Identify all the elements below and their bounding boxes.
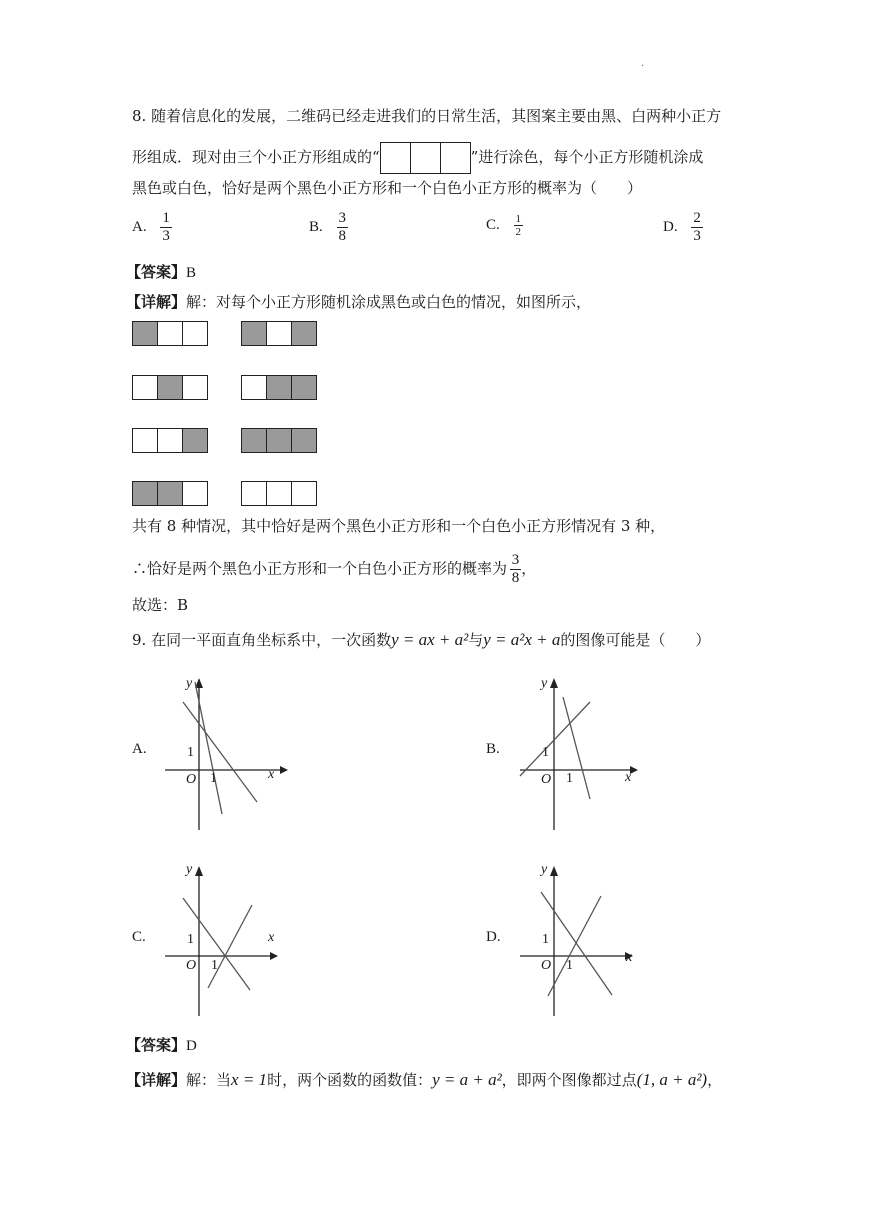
black-square — [183, 429, 207, 452]
q9-graph-b — [510, 672, 645, 832]
origin-label: O — [541, 958, 552, 973]
tick-y-1: 1 — [187, 932, 194, 947]
q9-graph-a-label: A. — [132, 741, 147, 757]
q8-answer — [126, 262, 196, 283]
black-square — [292, 376, 316, 399]
q9-graph-d — [510, 860, 645, 1020]
case-grid — [241, 481, 317, 506]
tick-y-1: 1 — [542, 745, 549, 760]
tick-x-1: 1 — [566, 958, 573, 973]
black-square — [267, 429, 292, 452]
case-grid — [132, 375, 208, 400]
case-grid — [132, 428, 208, 453]
detail-point: (1, a + a²) — [636, 1070, 708, 1089]
q8-line3: 黑色或白色，恰好是两个黑色小正方形和一个白色小正方形的概率为（ ） — [132, 179, 643, 197]
detail-eq2: y = a + a² — [432, 1070, 502, 1089]
q9-detail — [126, 1070, 722, 1090]
frac-den: 8 — [511, 570, 520, 586]
axis-y-label: y — [186, 676, 193, 691]
white-square — [158, 429, 183, 452]
axis-y-label: y — [541, 862, 548, 877]
white-square — [267, 482, 292, 505]
case-grid — [241, 321, 317, 346]
frac-num: 3 — [338, 210, 347, 226]
frac-den: 8 — [338, 228, 347, 244]
q9-graph-a — [155, 672, 290, 832]
q9-prefix: 9. 在同一平面直角坐标系中，一次函数 — [132, 631, 392, 649]
white-square — [133, 429, 158, 452]
q9-graph-c-label: C. — [132, 929, 146, 945]
black-square — [158, 376, 183, 399]
axis-x-label: x — [268, 767, 275, 782]
q9-stem — [132, 630, 710, 650]
white-square — [242, 482, 267, 505]
origin-label: O — [541, 772, 552, 787]
q9-answer — [126, 1035, 197, 1056]
white-square — [183, 376, 207, 399]
case-grid — [132, 321, 208, 346]
white-square — [183, 322, 207, 345]
q9-eq2: y = a²x + a — [483, 630, 561, 649]
q9-graph-d-label: D. — [486, 929, 501, 945]
black-square — [133, 322, 158, 345]
tick-x-1: 1 — [211, 958, 218, 973]
axis-y-label: y — [186, 862, 193, 877]
axis-x-label: x — [268, 930, 275, 945]
tick-x-1: 1 — [566, 771, 573, 786]
option-label: A. — [132, 218, 147, 235]
option-label: D. — [663, 218, 678, 235]
q9-graph-b-label: B. — [486, 741, 500, 757]
q8-detail — [126, 292, 591, 312]
detail-c: ，即两个图像都过点 — [501, 1071, 637, 1089]
black-square — [242, 322, 267, 345]
q8-option-d — [663, 210, 703, 245]
black-square — [292, 322, 316, 345]
frac-den: 3 — [693, 228, 701, 244]
q8-option-a — [132, 210, 172, 245]
qr-three-squares — [380, 142, 471, 174]
black-square — [133, 482, 158, 505]
q9-suffix: 的图像可能是（ ） — [560, 631, 711, 649]
q8-summary: 共有 8 种情况，其中恰好是两个黑色小正方形和一个白色小正方形情况有 3 种， — [132, 517, 666, 535]
white-square — [292, 482, 316, 505]
detail-text: 解：对每个小正方形随机涂成黑色或白色的情况，如图所示， — [186, 293, 592, 311]
frac-den: 2 — [515, 226, 522, 238]
option-label: C. — [486, 216, 500, 233]
origin-label: O — [186, 958, 197, 973]
q8-therefore — [132, 552, 536, 587]
q8-option-c — [486, 213, 523, 238]
therefore-text: ∴恰好是两个黑色小正方形和一个白色小正方形的概率为 — [132, 559, 508, 578]
therefore-end: ， — [521, 559, 537, 578]
detail-tag: 【详解】 — [126, 1071, 187, 1089]
black-square — [158, 482, 183, 505]
frac-num: 3 — [511, 552, 520, 568]
tick-y-1: 1 — [542, 932, 549, 947]
white-square — [242, 376, 267, 399]
detail-end: ， — [707, 1071, 723, 1089]
frac-den: 3 — [162, 228, 170, 244]
q8-line2-a: 形组成．现对由三个小正方形组成的“ — [132, 148, 380, 166]
answer-value: D — [186, 1038, 197, 1054]
answer-tag: 【答案】 — [126, 1036, 187, 1054]
case-grid — [241, 375, 317, 400]
detail-tag: 【详解】 — [126, 293, 187, 311]
answer-tag: 【答案】 — [126, 263, 187, 281]
black-square — [267, 376, 292, 399]
frac-num: 2 — [693, 210, 701, 226]
frac-num: 1 — [515, 213, 522, 225]
q9-mid: 与 — [468, 631, 484, 649]
q8-line2 — [132, 142, 703, 174]
axis-x-label: x — [625, 770, 632, 785]
tick-y-1: 1 — [187, 745, 194, 760]
frac-num: 1 — [162, 210, 170, 226]
white-square — [158, 322, 183, 345]
q9-eq1: y = ax + a² — [391, 630, 469, 649]
detail-b: 时，两个函数的函数值： — [267, 1071, 433, 1089]
q8-line1: 8. 随着信息化的发展，二维码已经走进我们的日常生活，其图案主要由黑、白两种小正方 — [132, 107, 722, 125]
white-square — [267, 322, 292, 345]
detail-eq1: x = 1 — [231, 1070, 268, 1089]
q8-line2-b: ”进行涂色，每个小正方形随机涂成 — [470, 148, 704, 166]
answer-value: B — [186, 265, 197, 281]
q8-option-b — [309, 210, 348, 245]
q8-choose: 故选：B — [132, 596, 189, 614]
axis-y-label: y — [541, 676, 548, 691]
origin-label: O — [186, 772, 197, 787]
detail-a: 解：当 — [186, 1071, 232, 1089]
case-grid — [132, 481, 208, 506]
white-square — [133, 376, 158, 399]
case-grid — [241, 428, 317, 453]
tick-x-1: 1 — [210, 771, 217, 786]
black-square — [292, 429, 316, 452]
black-square — [242, 429, 267, 452]
header-mark: . — [641, 58, 645, 69]
axis-x-label: x — [626, 950, 633, 965]
option-label: B. — [309, 218, 323, 235]
white-square — [183, 482, 207, 505]
